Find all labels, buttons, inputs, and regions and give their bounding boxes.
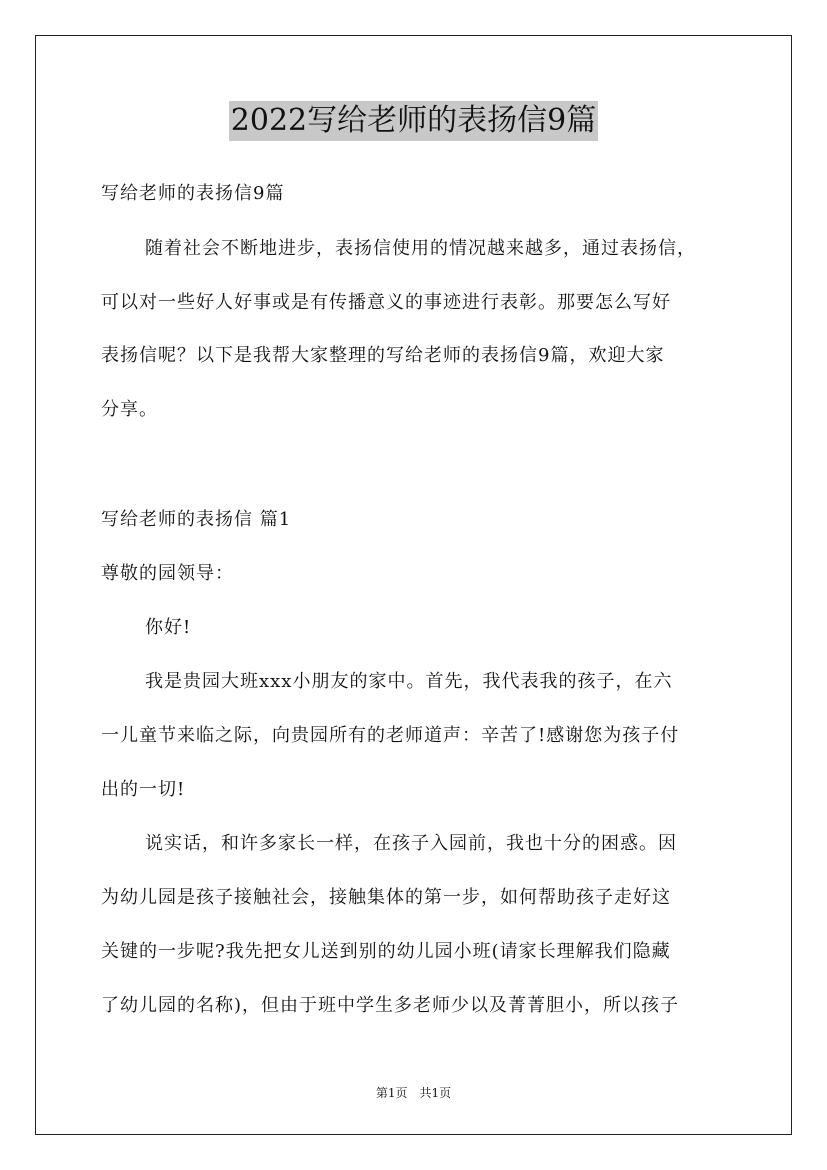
page-footer: 第1页 共1页 <box>375 1086 452 1100</box>
intro-line: 表扬信呢？以下是我帮大家整理的写给老师的表扬信9篇，欢迎大家 <box>101 345 665 366</box>
section-heading: 写给老师的表扬信 篇1 <box>101 509 292 530</box>
paragraph-line: 了幼儿园的名称)，但由于班中学生多老师少以及菁菁胆小，所以孩子 <box>101 995 680 1016</box>
intro-line: 分享。 <box>101 399 158 420</box>
paragraph-line: 一儿童节来临之际，向贵园所有的老师道声：辛苦了!感谢您为孩子付 <box>101 725 680 746</box>
intro-line: 可以对一些好人好事或是有传播意义的事迹进行表彰。那要怎么写好 <box>101 292 671 313</box>
title-container <box>0 101 827 141</box>
paragraph-line: 说实话，和许多家长一样，在孩子入园前，我也十分的困惑。因 <box>145 833 677 854</box>
paragraph-line: 关键的一步呢?我先把女儿送到别的幼儿园小班(请家长理解我们隐藏 <box>101 941 671 962</box>
paragraph-line: 为幼儿园是孩子接触社会，接触集体的第一步，如何帮助孩子走好这 <box>101 887 671 908</box>
paragraph-line: 出的一切! <box>101 779 186 800</box>
paragraph-line: 我是贵园大班xxx小朋友的家中。首先，我代表我的孩子，在六 <box>145 671 673 692</box>
greeting: 你好! <box>145 617 192 638</box>
intro-line: 随着社会不断地进步，表扬信使用的情况越来越多，通过表扬信， <box>145 238 696 259</box>
document-subtitle: 写给老师的表扬信9篇 <box>101 183 285 204</box>
document-title: 2022写给老师的表扬信9篇 <box>229 101 598 141</box>
salutation: 尊敬的园领导： <box>101 563 234 584</box>
